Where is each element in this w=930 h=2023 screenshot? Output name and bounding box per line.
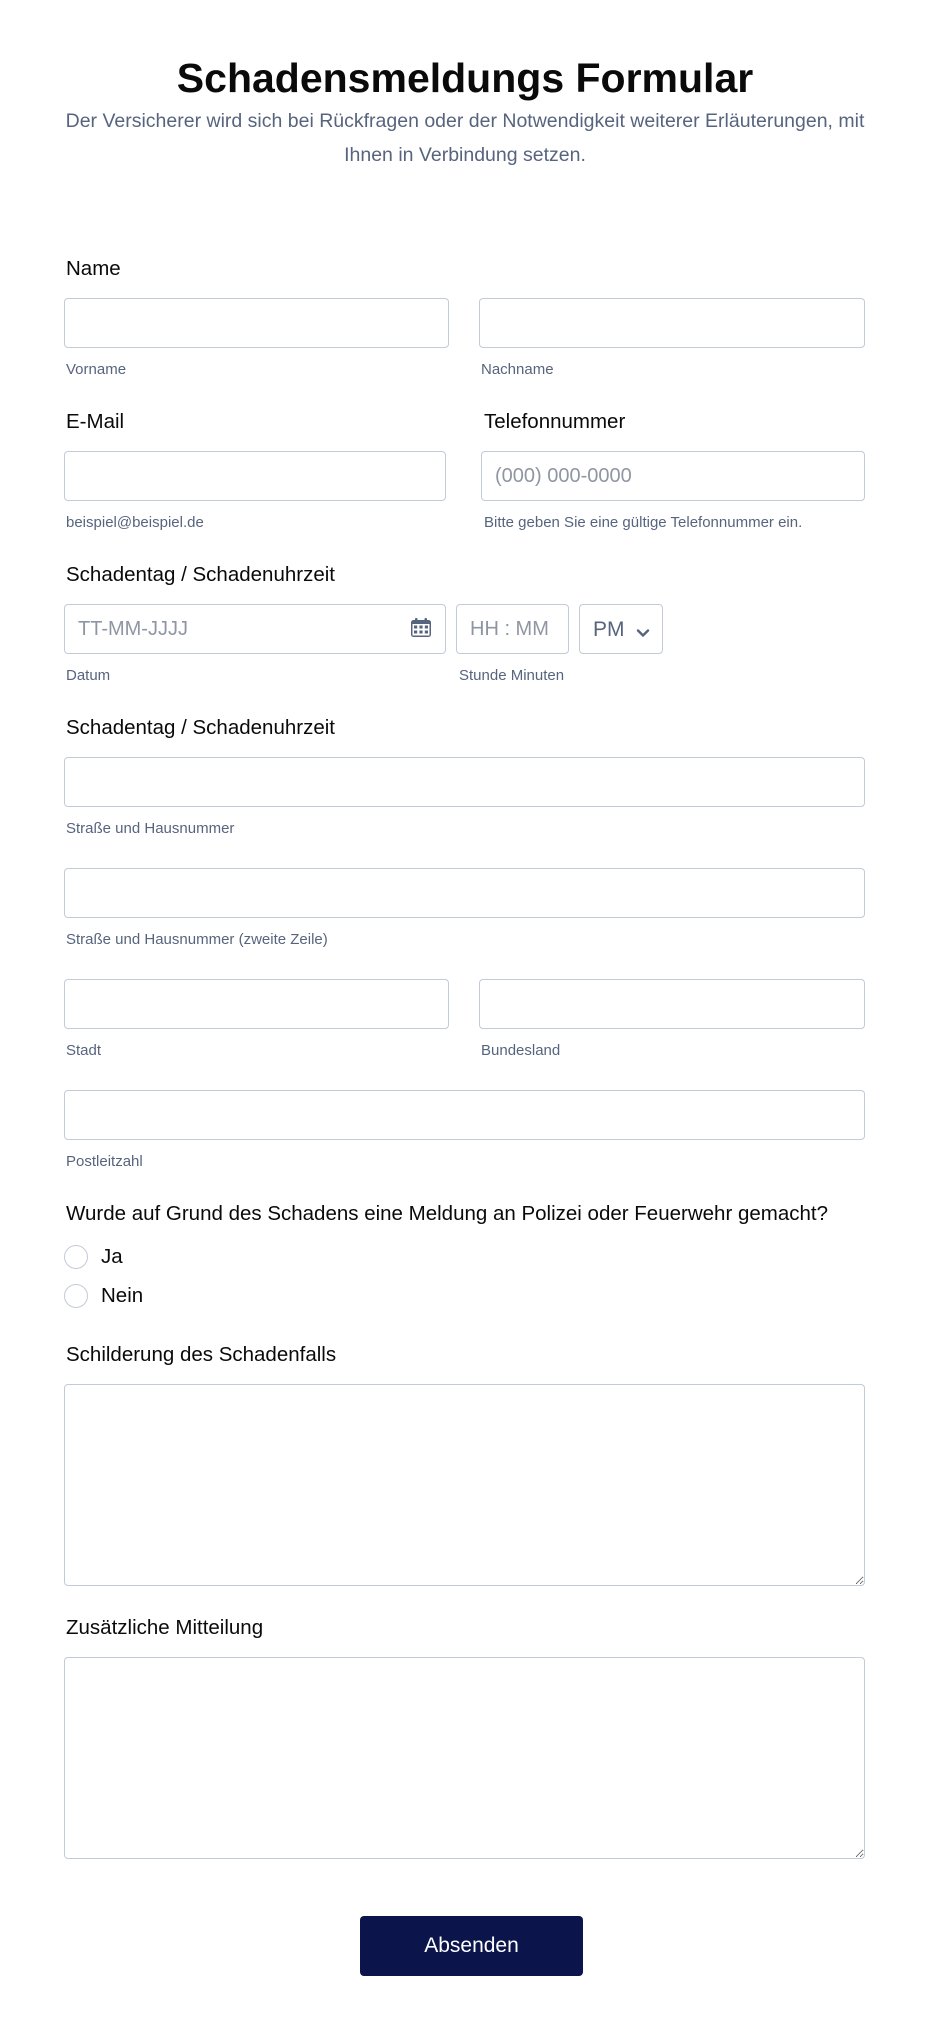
- submit-button[interactable]: Absenden: [360, 1916, 583, 1976]
- chevron-down-icon: [636, 622, 650, 636]
- description-textarea[interactable]: [64, 1384, 865, 1586]
- calendar-icon[interactable]: [410, 618, 432, 643]
- state-input[interactable]: [479, 979, 865, 1029]
- last-name-input[interactable]: [479, 298, 865, 348]
- ampm-select[interactable]: [579, 604, 663, 654]
- description-label: Schilderung des Schadenfalls: [66, 1343, 337, 1366]
- phone-label: Telefonnummer: [484, 410, 626, 433]
- address-label: Schadentag / Schadenuhrzeit: [66, 716, 335, 739]
- ampm-value: PM: [593, 618, 625, 641]
- street-input[interactable]: [64, 757, 865, 807]
- first-name-input[interactable]: [64, 298, 449, 348]
- page-subtitle: Der Versicherer wird sich bei Rückfragen oder der Notwendigkeit weiterer Erläuterungen, mit Ihnen in Verbindung setzen.: [65, 110, 865, 166]
- first-name-sublabel: Vorname: [66, 361, 127, 378]
- additional-textarea[interactable]: [64, 1657, 865, 1859]
- date-input[interactable]: [64, 604, 446, 654]
- datetime-label: Schadentag / Schadenuhrzeit: [66, 563, 335, 586]
- radio-ja[interactable]: [64, 1245, 88, 1269]
- page-title: Schadensmeldungs Formular: [176, 55, 754, 101]
- street-sublabel: Straße und Hausnummer: [66, 820, 235, 837]
- radio-nein[interactable]: [64, 1284, 88, 1308]
- city-input[interactable]: [64, 979, 449, 1029]
- report-question: Wurde auf Grund des Schadens eine Meldung an Polizei oder Feuerwehr gemacht?: [66, 1202, 828, 1225]
- email-label: E-Mail: [66, 410, 125, 433]
- state-sublabel: Bundesland: [481, 1042, 561, 1059]
- city-sublabel: Stadt: [66, 1042, 102, 1059]
- date-sublabel: Datum: [66, 667, 111, 684]
- time-input[interactable]: [456, 604, 569, 654]
- street2-sublabel: Straße und Hausnummer (zweite Zeile): [66, 931, 328, 948]
- additional-label: Zusätzliche Mitteilung: [66, 1616, 264, 1639]
- last-name-sublabel: Nachname: [481, 361, 554, 378]
- radio-ja-label[interactable]: Ja: [101, 1245, 123, 1268]
- zip-input[interactable]: [64, 1090, 865, 1140]
- phone-input[interactable]: [481, 451, 865, 501]
- street2-input[interactable]: [64, 868, 865, 918]
- email-input[interactable]: [64, 451, 446, 501]
- email-sublabel: beispiel@beispiel.de: [66, 514, 204, 531]
- zip-sublabel: Postleitzahl: [66, 1153, 143, 1170]
- radio-nein-label[interactable]: Nein: [101, 1284, 144, 1307]
- phone-sublabel: Bitte geben Sie eine gültige Telefonnummer ein.: [484, 514, 803, 531]
- name-label: Name: [66, 257, 121, 280]
- time-sublabel: Stunde Minuten: [459, 667, 565, 684]
